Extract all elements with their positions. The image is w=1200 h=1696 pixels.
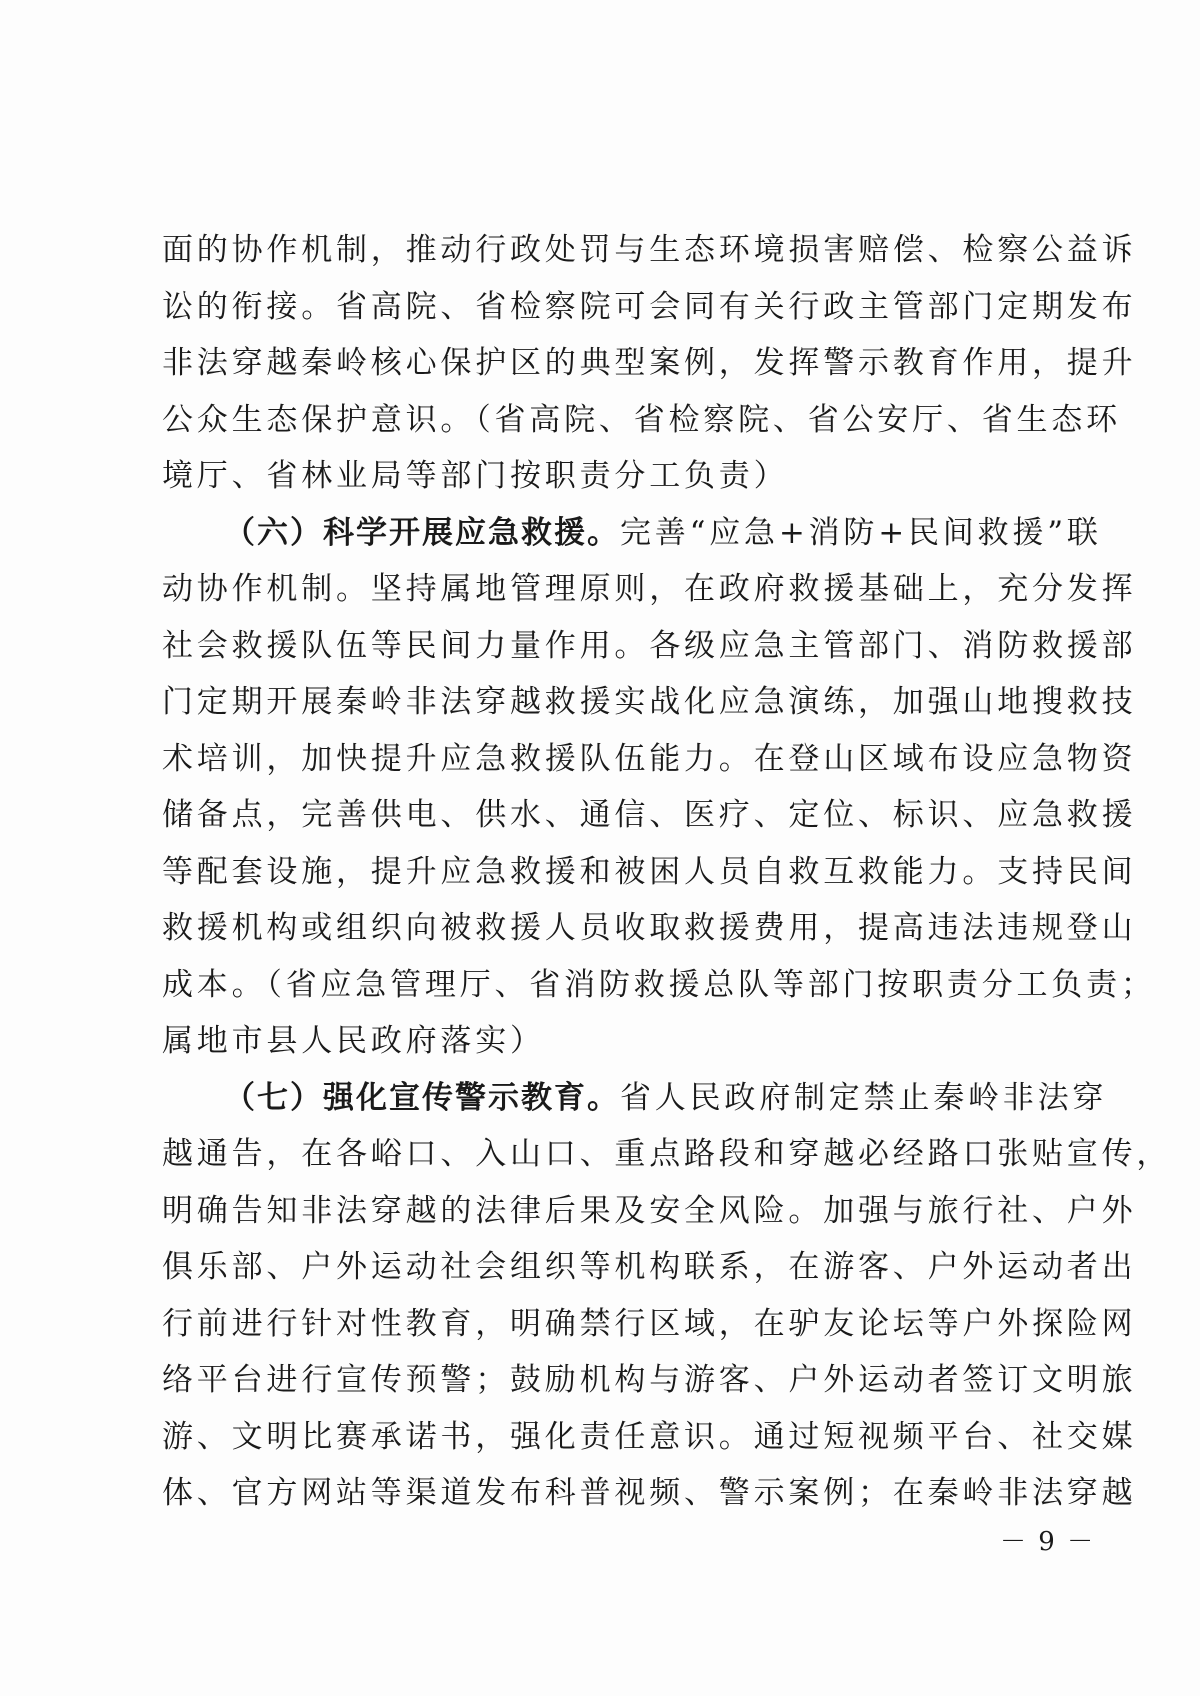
- text-line: 社会救援队伍等民间力量作用。各级应急主管部门、消防救援部: [162, 627, 1137, 664]
- text-line: 境厅、省林业局等部门按职责分工负责）: [162, 458, 789, 494]
- text-line: 术培训，加快提升应急救援队伍能力。在登山区域布设应急物资: [162, 740, 1137, 777]
- text-line: 非法穿越秦岭核心保护区的典型案例，发挥警示教育作用，提升: [162, 345, 1137, 381]
- section-7-first-line: [162, 1070, 1108, 1127]
- text-line: 成本。（省应急管理厅、省消防救援总队等部门按职责分工负责；: [162, 966, 1156, 1003]
- text-line: 讼的衔接。省高院、省检察院可会同有关行政主管部门定期发布: [162, 288, 1137, 325]
- text-line: 面的协作机制，推动行政处罚与生态环境损害赔偿、检察公益诉: [162, 232, 1137, 268]
- section-6-first-line: [162, 505, 1102, 562]
- text-line: 络平台进行宣传预警；鼓励机构与游客、户外运动者签订文明旅: [162, 1362, 1137, 1398]
- text-line: 行前进行针对性教育，明确禁行区域，在驴友论坛等户外探险网: [162, 1305, 1137, 1342]
- text-line: 俱乐部、户外运动社会组织等机构联系，在游客、户外运动者出: [162, 1249, 1137, 1285]
- text-line: 体、官方网站等渠道发布科普视频、警示案例；在秦岭非法穿越: [162, 1475, 1137, 1511]
- text-line: 越通告，在各峪口、入山口、重点路段和穿越必经路口张贴宣传，: [162, 1136, 1172, 1172]
- text-line: 公众生态保护意识。（省高院、省检察院、省公安厅、省生态环: [162, 401, 1121, 438]
- text-line: 属地市县人民政府落实）: [162, 1023, 545, 1059]
- section-6-lead: 完善“应急+消防+民间救援”联: [620, 514, 1102, 551]
- text-line: 游、文明比赛承诺书，强化责任意识。通过短视频平台、社交媒: [162, 1418, 1137, 1455]
- section-7-lead: 省人民政府制定禁止秦岭非法穿: [620, 1079, 1108, 1116]
- text-line: 动协作机制。坚持属地管理原则，在政府救援基础上，充分发挥: [162, 571, 1137, 607]
- body-text: [162, 222, 1172, 1522]
- section-6-heading: （六）科学开展应急救援。: [224, 514, 620, 551]
- section-7-heading: （七）强化宣传警示教育。: [224, 1079, 620, 1116]
- text-line: 等配套设施，提升应急救援和被困人员自救互救能力。支持民间: [162, 853, 1137, 890]
- text-line: 明确告知非法穿越的法律后果及安全风险。加强与旅行社、户外: [162, 1192, 1137, 1229]
- text-line: 门定期开展秦岭非法穿越救援实战化应急演练，加强山地搜救技: [162, 684, 1137, 720]
- text-line: 储备点，完善供电、供水、通信、医疗、定位、标识、应急救援: [162, 797, 1137, 833]
- page-number: － 9 －: [1000, 1527, 1096, 1557]
- text-line: 救援机构或组织向被救援人员收取救援费用，提高违法违规登山: [162, 910, 1137, 946]
